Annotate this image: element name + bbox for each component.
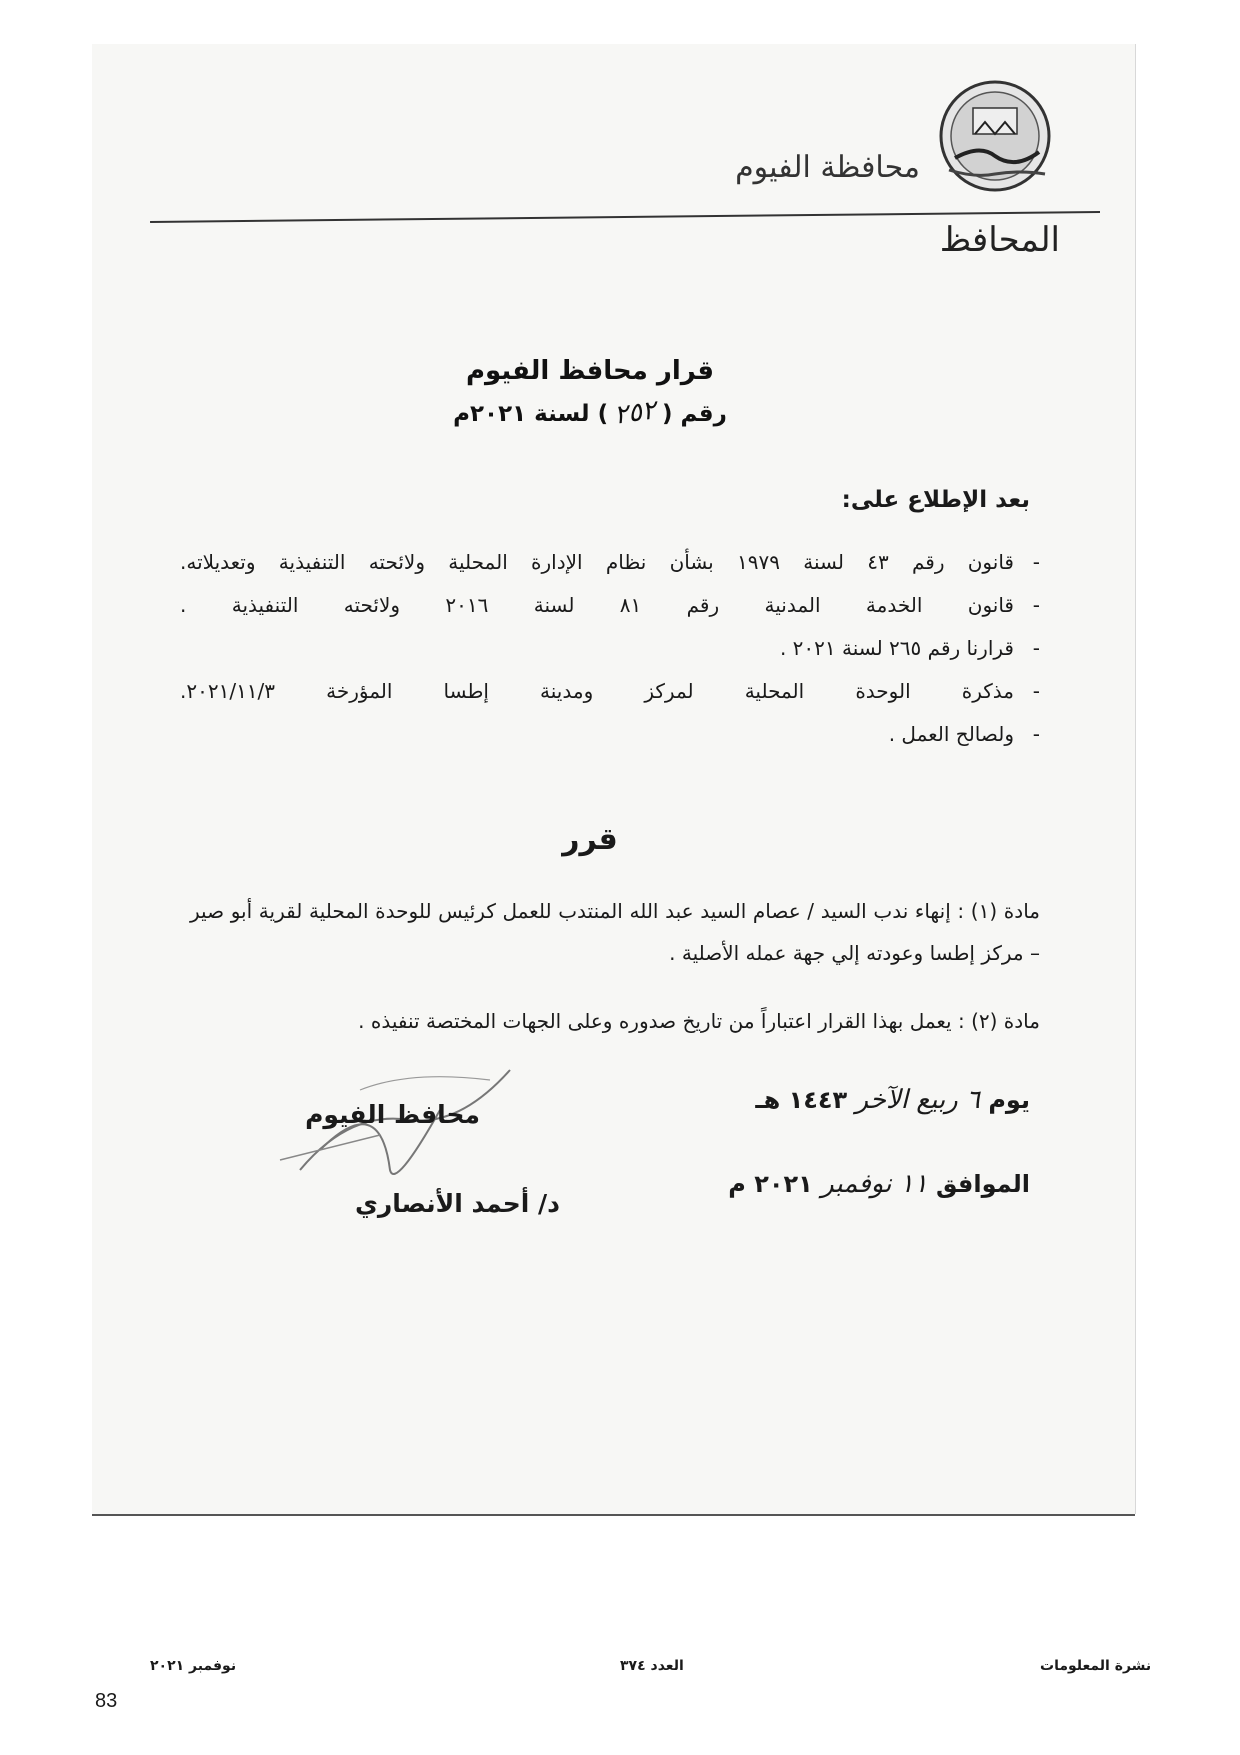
consideration-item: - قانون رقم ٤٣ لسنة ١٩٧٩ بشأن نظام الإدارة المحلية ولائحته التنفيذية وتعديلاته.: [180, 550, 1040, 574]
date-block: [700, 1085, 1030, 1253]
consideration-item: - ولصالح العمل .: [180, 722, 1040, 746]
footer-month: نوفمبر ٢٠٢١: [150, 1658, 237, 1674]
signature-block: [230, 1100, 560, 1218]
article-2: مادة (٢) : يعمل بهذا القرار اعتباراً من تاريخ صدوره وعلى الجهات المختصة تنفيذه .: [358, 1009, 1040, 1033]
consideration-item: - مذكرة الوحدة المحلية لمركز ومدينة إطسا المؤرخة ٢٠٢١/١١/٣.: [180, 679, 1040, 703]
footer-issue: العدد ٣٧٤: [620, 1658, 684, 1674]
gregorian-date-prefix: الموافق: [936, 1170, 1030, 1198]
preamble: بعد الإطلاع على:: [841, 487, 1030, 513]
hijri-date-prefix: يوم: [988, 1086, 1030, 1114]
gregorian-date-year: ٢٠٢١ م: [728, 1170, 813, 1198]
scan-edge-line: [92, 1514, 1135, 1516]
gregorian-date: [700, 1169, 1030, 1199]
decision-number-prefix: رقم (: [661, 401, 727, 427]
hijri-date: [700, 1085, 1030, 1115]
consideration-item: - قانون الخدمة المدنية رقم ٨١ لسنة ٢٠١٦ ولائحته التنفيذية .: [180, 593, 1040, 617]
office-title: المحافظ: [939, 220, 1060, 260]
article-1: مادة (١) : إنهاء ندب السيد / عصام السيد عبد الله المنتدب للعمل كرئيس للوحدة المحلية لقرية أبو صير – مركز إطسا وعودته إلي جهة عمله الأصلية .: [190, 899, 1041, 965]
signatory-role: محافظ الفيوم: [305, 1100, 480, 1129]
hijri-date-year: ١٤٤٣ هـ: [755, 1086, 848, 1114]
hijri-date-handwritten: ٦ ربيع الآخر: [855, 1085, 980, 1115]
signatory-name: د/ أحمد الأنصاري: [354, 1189, 560, 1218]
page-number: 83: [95, 1690, 118, 1712]
decree-heading: قرر: [562, 822, 618, 857]
footer-publication: نشرة المعلومات: [1040, 1658, 1152, 1674]
consideration-item: - قرارنا رقم ٢٦٥ لسنة ٢٠٢١ .: [180, 636, 1040, 660]
considerations-list: [180, 550, 1040, 746]
governorate-seal-icon: [935, 78, 1055, 198]
decision-title: قرار محافظ الفيوم: [465, 356, 714, 386]
decision-number-suffix: ) لسنة ٢٠٢١م: [453, 401, 609, 427]
scanned-page: [92, 44, 1136, 1514]
governorate-name: محافظة الفيوم: [735, 150, 920, 185]
gregorian-date-handwritten: ١١ نوفمبر: [821, 1169, 928, 1199]
decision-number: [440, 395, 740, 431]
decision-number-handwritten: ٢٥٢: [612, 395, 658, 431]
